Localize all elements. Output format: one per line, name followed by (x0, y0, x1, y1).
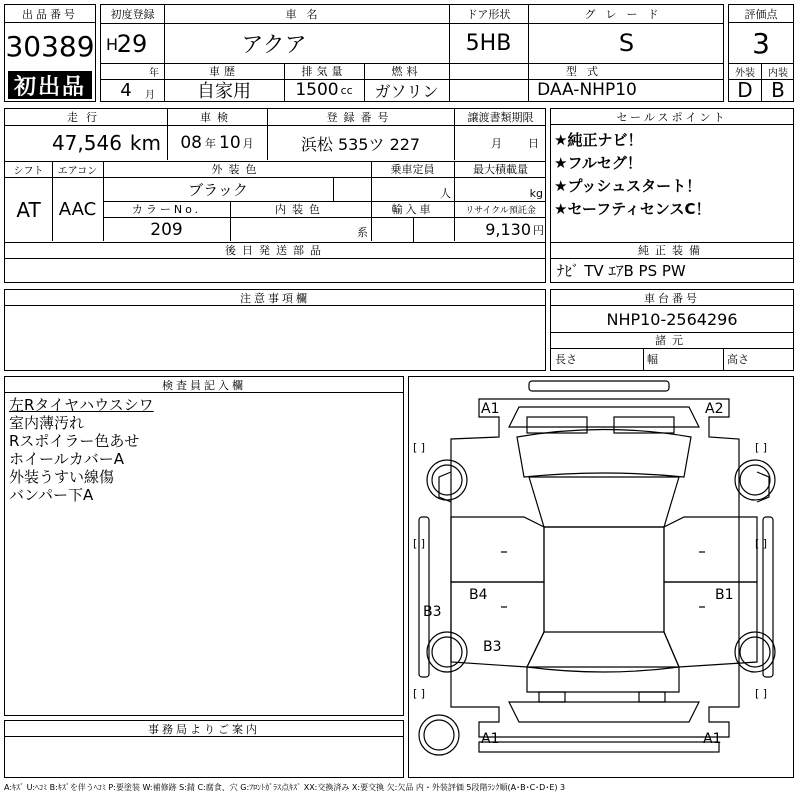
lot-label: 出品番号 (5, 5, 95, 23)
length-label: 長さ (555, 353, 577, 366)
inspector-note: 外装うすい線傷 (9, 468, 115, 486)
score-label: 評価点 (729, 5, 793, 23)
shift: AT (16, 197, 41, 222)
era: H (105, 34, 119, 54)
inspector-note: 左Rタイヤハウスシワ (9, 396, 154, 414)
car-name-label: 車名 (285, 8, 328, 21)
shift-label: シフト (13, 165, 44, 177)
damage-label: B3 (423, 604, 442, 620)
int-color-unit: 系 (357, 225, 368, 239)
equipment-label: 純正装備 (638, 244, 706, 257)
mileage (5, 125, 167, 161)
transfer-day-unit: 日 (528, 137, 539, 150)
damage-label: A1 (481, 401, 500, 417)
office-box (4, 720, 404, 778)
damage-label: B3 (483, 639, 502, 655)
color-no-label: カラーNo. (131, 203, 202, 216)
legend-footer: A:ｷｽﾞ U:ﾍｺﾐ B:ｷｽﾞを伴うﾍｺﾐ P:要塗装 W:補修跡 S:錆 C:腐食、穴 G:ﾌﾛﾝﾄｶﾞﾗｽ点ｷｽﾞ XX:交換済み X:要交換 欠:欠品 内・外装評価 5段階ﾗﾝｸ順(A･B･C･D･E) 3 (4, 783, 566, 792)
vehicle-info-grid (4, 108, 546, 283)
inspector-label: 検査員記入欄 (5, 377, 403, 393)
bracket-mark: [ ] (413, 687, 426, 700)
sales-point: ★フルセグ！ (554, 154, 642, 172)
bracket-mark: [ ] (413, 537, 426, 550)
door-label: ドア形状 (466, 8, 511, 21)
recycle-unit: 円 (533, 223, 544, 237)
recycle-value: 9,130 (485, 220, 531, 239)
width-label: 幅 (647, 353, 658, 366)
model: DAA-NHP10 (537, 80, 637, 100)
sales-point: ★純正ナビ！ (554, 131, 643, 149)
bracket-mark: [ ] (755, 537, 768, 550)
mileage-label: 走行 (67, 111, 105, 124)
inspection-year-unit: 年 (205, 137, 216, 150)
damage-label: A1 (481, 731, 500, 747)
car-outline (409, 377, 793, 777)
bracket-mark: [ ] (413, 441, 426, 454)
caution-box (4, 289, 546, 371)
load-label: 最大積載量 (473, 163, 528, 176)
office-label: 事務局よりご案内 (5, 721, 403, 737)
inspector-note: Rスポイラー色あせ (9, 432, 140, 450)
score: 3 (752, 26, 770, 60)
first-reg-label: 初度登録 (110, 8, 155, 21)
score-box (728, 4, 794, 102)
damage-label: B4 (469, 587, 488, 603)
history: 自家用 (197, 81, 251, 101)
caution-label: 注意事項欄 (5, 290, 545, 306)
displacement-label: 排気量 (301, 65, 347, 78)
chassis-number: NHP10-2564296 (606, 309, 738, 329)
bracket-mark: [ ] (755, 441, 768, 454)
later-parts-label: 後日発送部品 (225, 244, 327, 257)
recycle-label: リサイクル預託金 (465, 205, 536, 216)
displacement-value: 1500 (295, 80, 339, 100)
grade-label: グレード (584, 8, 669, 21)
color-no: 209 (150, 219, 183, 240)
month-unit: 月 (145, 89, 155, 101)
interior-label: 内装 (768, 67, 788, 79)
exterior-grade: D (737, 79, 753, 101)
inspection-month-unit: 月 (242, 137, 254, 150)
inspector-note: バンパー下A (9, 486, 94, 504)
recycle (454, 217, 547, 242)
capacity-unit: 人 (440, 187, 451, 200)
mileage-unit: km (129, 131, 161, 155)
transfer (454, 125, 547, 161)
fuel: ガソリン (374, 81, 439, 101)
chassis-box (550, 289, 794, 371)
year: 29 (117, 30, 147, 58)
damage-label: B1 (715, 587, 734, 603)
sales-label: セールスポイント (551, 109, 793, 125)
transfer-label: 譲渡書類期限 (467, 111, 534, 124)
bracket-mark: [ ] (755, 687, 768, 700)
ac: AAC (58, 199, 97, 220)
model-label: 型式 (566, 65, 608, 78)
spec-label: 諸元 (655, 334, 689, 347)
year-unit: 年 (149, 67, 159, 79)
equipment: ﾅﾋﾞ TV ｴｱB PS PW (557, 261, 686, 280)
exterior-label: 外装 (735, 67, 755, 79)
load-unit: kg (529, 186, 543, 200)
inspector-note: ホイールカバーA (9, 450, 124, 468)
height-label: 高さ (727, 353, 749, 366)
color: ブラック (188, 180, 248, 199)
sales-point: ★プッシュスタート！ (554, 177, 702, 195)
color-label: 外装色 (211, 163, 263, 176)
capacity-label: 乗車定員 (390, 163, 435, 176)
interior-grade: B (771, 79, 785, 101)
inspection-year: 08 (180, 133, 202, 153)
chassis-label: 車台番号 (551, 290, 793, 306)
import-label: 輸入車 (391, 203, 434, 216)
sales-box (550, 108, 794, 283)
first-listing-badge: 初出品 (8, 71, 92, 99)
int-color-label: 内装色 (275, 203, 326, 216)
ac-label: エアコン (57, 165, 98, 177)
damage-label: A1 (703, 731, 722, 747)
fuel-label: 燃料 (391, 65, 422, 78)
plate: 浜松 535ツ 227 (300, 134, 421, 154)
grade: S (618, 29, 635, 57)
inspection-label: 車検 (200, 111, 234, 124)
car-name: アクア (241, 32, 307, 58)
lot-box (4, 4, 96, 102)
door: 5HB (465, 30, 512, 56)
damage-label: A2 (705, 401, 724, 417)
lot-number: 30389 (5, 29, 95, 63)
inspector-note: 室内薄汚れ (9, 414, 85, 432)
plate-label: 登録番号 (326, 111, 395, 124)
month: 4 (120, 79, 132, 101)
car-diagram (408, 376, 794, 778)
inspection (167, 125, 267, 161)
inspection-month: 10 (219, 133, 241, 153)
transfer-month-unit: 月 (491, 137, 502, 150)
header-grid (100, 4, 724, 102)
displacement (284, 79, 364, 101)
sales-point: ★セーフティセンスC！ (554, 200, 711, 218)
displacement-unit: cc (340, 83, 353, 97)
inspector-notes (9, 396, 154, 504)
mileage-value: 47,546 (51, 131, 122, 155)
inspector-box (4, 376, 404, 716)
history-label: 車歴 (209, 65, 239, 78)
